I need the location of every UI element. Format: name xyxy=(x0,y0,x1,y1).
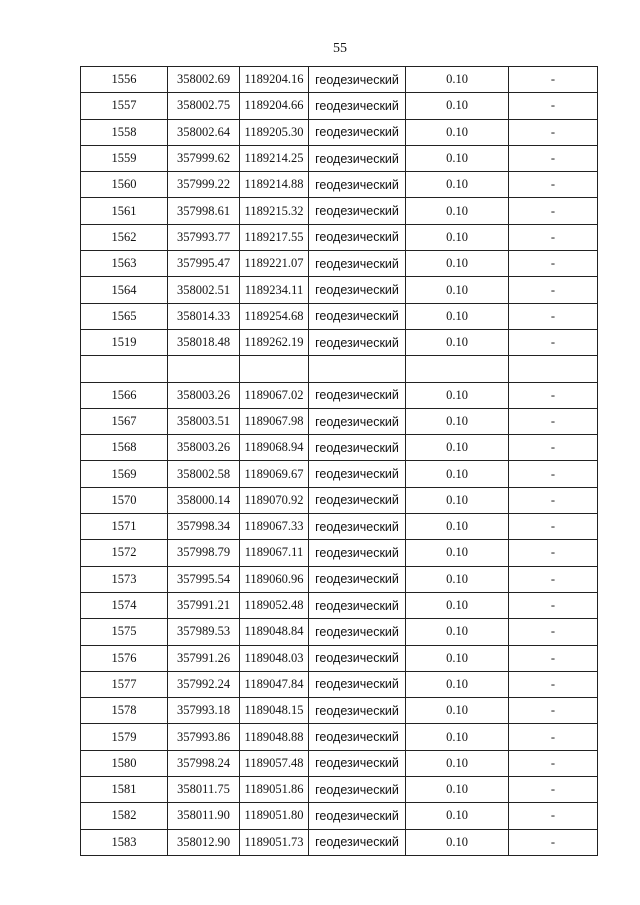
accuracy-cell xyxy=(406,356,509,382)
description-cell: - xyxy=(509,750,598,776)
method-cell: геодезический xyxy=(309,303,406,329)
x-coordinate-cell: 357993.77 xyxy=(168,224,240,250)
method-cell: геодезический xyxy=(309,803,406,829)
table-row xyxy=(81,303,598,329)
y-coordinate-cell: 1189067.11 xyxy=(240,540,309,566)
method-cell: геодезический xyxy=(309,487,406,513)
description-cell xyxy=(509,356,598,382)
method-cell xyxy=(309,356,406,382)
accuracy-cell: 0.10 xyxy=(406,435,509,461)
point-number-cell: 1556 xyxy=(81,67,168,93)
point-number-cell: 1574 xyxy=(81,592,168,618)
description-cell: - xyxy=(509,724,598,750)
point-number-cell: 1568 xyxy=(81,435,168,461)
y-coordinate-cell: 1189051.86 xyxy=(240,777,309,803)
point-number-cell: 1558 xyxy=(81,119,168,145)
description-cell: - xyxy=(509,93,598,119)
table-row xyxy=(81,671,598,697)
table-row xyxy=(81,382,598,408)
accuracy-cell: 0.10 xyxy=(406,93,509,119)
point-number-cell: 1576 xyxy=(81,645,168,671)
description-cell: - xyxy=(509,119,598,145)
y-coordinate-cell: 1189070.92 xyxy=(240,487,309,513)
point-number-cell: 1519 xyxy=(81,329,168,355)
accuracy-cell: 0.10 xyxy=(406,777,509,803)
y-coordinate-cell: 1189068.94 xyxy=(240,435,309,461)
coordinates-table xyxy=(80,66,598,856)
description-cell: - xyxy=(509,145,598,171)
table-row xyxy=(81,356,598,382)
y-coordinate-cell: 1189205.30 xyxy=(240,119,309,145)
table-row xyxy=(81,461,598,487)
y-coordinate-cell: 1189051.73 xyxy=(240,829,309,855)
x-coordinate-cell: 358000.14 xyxy=(168,487,240,513)
method-cell: геодезический xyxy=(309,119,406,145)
method-cell: геодезический xyxy=(309,329,406,355)
description-cell: - xyxy=(509,777,598,803)
y-coordinate-cell: 1189069.67 xyxy=(240,461,309,487)
y-coordinate-cell: 1189217.55 xyxy=(240,224,309,250)
table-row xyxy=(81,251,598,277)
y-coordinate-cell: 1189052.48 xyxy=(240,592,309,618)
y-coordinate-cell: 1189221.07 xyxy=(240,251,309,277)
accuracy-cell: 0.10 xyxy=(406,671,509,697)
table-row xyxy=(81,619,598,645)
y-coordinate-cell xyxy=(240,356,309,382)
method-cell: геодезический xyxy=(309,198,406,224)
table-row xyxy=(81,514,598,540)
accuracy-cell: 0.10 xyxy=(406,698,509,724)
x-coordinate-cell: 358011.90 xyxy=(168,803,240,829)
x-coordinate-cell: 358018.48 xyxy=(168,329,240,355)
point-number-cell: 1573 xyxy=(81,566,168,592)
method-cell: геодезический xyxy=(309,698,406,724)
y-coordinate-cell: 1189204.66 xyxy=(240,93,309,119)
table-row xyxy=(81,408,598,434)
method-cell: геодезический xyxy=(309,172,406,198)
y-coordinate-cell: 1189048.03 xyxy=(240,645,309,671)
table-row xyxy=(81,566,598,592)
table-row xyxy=(81,198,598,224)
x-coordinate-cell: 357989.53 xyxy=(168,619,240,645)
description-cell: - xyxy=(509,172,598,198)
accuracy-cell: 0.10 xyxy=(406,198,509,224)
description-cell: - xyxy=(509,461,598,487)
description-cell: - xyxy=(509,698,598,724)
table-row xyxy=(81,119,598,145)
x-coordinate-cell: 358002.64 xyxy=(168,119,240,145)
x-coordinate-cell: 358014.33 xyxy=(168,303,240,329)
point-number-cell: 1559 xyxy=(81,145,168,171)
accuracy-cell: 0.10 xyxy=(406,224,509,250)
x-coordinate-cell: 358002.69 xyxy=(168,67,240,93)
point-number-cell: 1560 xyxy=(81,172,168,198)
method-cell: геодезический xyxy=(309,540,406,566)
x-coordinate-cell: 357999.22 xyxy=(168,172,240,198)
accuracy-cell: 0.10 xyxy=(406,303,509,329)
accuracy-cell: 0.10 xyxy=(406,119,509,145)
description-cell: - xyxy=(509,540,598,566)
point-number-cell: 1567 xyxy=(81,408,168,434)
accuracy-cell: 0.10 xyxy=(406,277,509,303)
description-cell: - xyxy=(509,619,598,645)
table-row xyxy=(81,172,598,198)
x-coordinate-cell: 358002.51 xyxy=(168,277,240,303)
point-number-cell: 1580 xyxy=(81,750,168,776)
x-coordinate-cell: 357991.21 xyxy=(168,592,240,618)
point-number-cell: 1581 xyxy=(81,777,168,803)
x-coordinate-cell: 357992.24 xyxy=(168,671,240,697)
point-number-cell: 1563 xyxy=(81,251,168,277)
point-number-cell: 1578 xyxy=(81,698,168,724)
description-cell: - xyxy=(509,382,598,408)
x-coordinate-cell: 357995.54 xyxy=(168,566,240,592)
x-coordinate-cell: 357993.18 xyxy=(168,698,240,724)
accuracy-cell: 0.10 xyxy=(406,803,509,829)
point-number-cell: 1562 xyxy=(81,224,168,250)
y-coordinate-cell: 1189067.33 xyxy=(240,514,309,540)
page-number: 55 xyxy=(333,41,347,56)
method-cell: геодезический xyxy=(309,619,406,645)
table-row xyxy=(81,750,598,776)
y-coordinate-cell: 1189204.16 xyxy=(240,67,309,93)
table-row xyxy=(81,487,598,513)
description-cell: - xyxy=(509,645,598,671)
y-coordinate-cell: 1189047.84 xyxy=(240,671,309,697)
method-cell: геодезический xyxy=(309,566,406,592)
point-number-cell: 1583 xyxy=(81,829,168,855)
table-row xyxy=(81,224,598,250)
x-coordinate-cell: 358012.90 xyxy=(168,829,240,855)
method-cell: геодезический xyxy=(309,777,406,803)
y-coordinate-cell: 1189067.02 xyxy=(240,382,309,408)
description-cell: - xyxy=(509,487,598,513)
y-coordinate-cell: 1189048.84 xyxy=(240,619,309,645)
method-cell: геодезический xyxy=(309,408,406,434)
accuracy-cell: 0.10 xyxy=(406,329,509,355)
description-cell: - xyxy=(509,514,598,540)
point-number-cell: 1569 xyxy=(81,461,168,487)
accuracy-cell: 0.10 xyxy=(406,645,509,671)
description-cell: - xyxy=(509,224,598,250)
x-coordinate-cell xyxy=(168,356,240,382)
x-coordinate-cell: 357998.61 xyxy=(168,198,240,224)
description-cell: - xyxy=(509,829,598,855)
table-row xyxy=(81,277,598,303)
y-coordinate-cell: 1189060.96 xyxy=(240,566,309,592)
method-cell: геодезический xyxy=(309,67,406,93)
description-cell: - xyxy=(509,671,598,697)
accuracy-cell: 0.10 xyxy=(406,172,509,198)
point-number-cell: 1561 xyxy=(81,198,168,224)
table-row xyxy=(81,829,598,855)
table-body xyxy=(81,67,598,856)
accuracy-cell: 0.10 xyxy=(406,461,509,487)
accuracy-cell: 0.10 xyxy=(406,566,509,592)
x-coordinate-cell: 357993.86 xyxy=(168,724,240,750)
accuracy-cell: 0.10 xyxy=(406,724,509,750)
table-row xyxy=(81,592,598,618)
method-cell: геодезический xyxy=(309,750,406,776)
x-coordinate-cell: 358003.26 xyxy=(168,435,240,461)
x-coordinate-cell: 358003.51 xyxy=(168,408,240,434)
method-cell: геодезический xyxy=(309,251,406,277)
accuracy-cell: 0.10 xyxy=(406,251,509,277)
method-cell: геодезический xyxy=(309,514,406,540)
point-number-cell: 1570 xyxy=(81,487,168,513)
method-cell: геодезический xyxy=(309,145,406,171)
accuracy-cell: 0.10 xyxy=(406,382,509,408)
table-row xyxy=(81,724,598,750)
description-cell: - xyxy=(509,566,598,592)
accuracy-cell: 0.10 xyxy=(406,408,509,434)
table-row xyxy=(81,145,598,171)
accuracy-cell: 0.10 xyxy=(406,619,509,645)
accuracy-cell: 0.10 xyxy=(406,750,509,776)
description-cell: - xyxy=(509,277,598,303)
accuracy-cell: 0.10 xyxy=(406,514,509,540)
table-row xyxy=(81,777,598,803)
table-row xyxy=(81,645,598,671)
table-row xyxy=(81,67,598,93)
y-coordinate-cell: 1189067.98 xyxy=(240,408,309,434)
table-row xyxy=(81,540,598,566)
description-cell: - xyxy=(509,251,598,277)
description-cell: - xyxy=(509,408,598,434)
y-coordinate-cell: 1189051.80 xyxy=(240,803,309,829)
y-coordinate-cell: 1189048.88 xyxy=(240,724,309,750)
y-coordinate-cell: 1189048.15 xyxy=(240,698,309,724)
point-number-cell xyxy=(81,356,168,382)
table-row xyxy=(81,435,598,461)
method-cell: геодезический xyxy=(309,592,406,618)
point-number-cell: 1577 xyxy=(81,671,168,697)
description-cell: - xyxy=(509,803,598,829)
table-row xyxy=(81,93,598,119)
y-coordinate-cell: 1189254.68 xyxy=(240,303,309,329)
x-coordinate-cell: 357995.47 xyxy=(168,251,240,277)
x-coordinate-cell: 357991.26 xyxy=(168,645,240,671)
method-cell: геодезический xyxy=(309,224,406,250)
accuracy-cell: 0.10 xyxy=(406,540,509,566)
y-coordinate-cell: 1189215.32 xyxy=(240,198,309,224)
point-number-cell: 1565 xyxy=(81,303,168,329)
method-cell: геодезический xyxy=(309,435,406,461)
point-number-cell: 1571 xyxy=(81,514,168,540)
method-cell: геодезический xyxy=(309,724,406,750)
point-number-cell: 1557 xyxy=(81,93,168,119)
accuracy-cell: 0.10 xyxy=(406,145,509,171)
accuracy-cell: 0.10 xyxy=(406,487,509,513)
method-cell: геодезический xyxy=(309,645,406,671)
description-cell: - xyxy=(509,435,598,461)
point-number-cell: 1575 xyxy=(81,619,168,645)
x-coordinate-cell: 357998.34 xyxy=(168,514,240,540)
accuracy-cell: 0.10 xyxy=(406,592,509,618)
description-cell: - xyxy=(509,303,598,329)
point-number-cell: 1566 xyxy=(81,382,168,408)
x-coordinate-cell: 357998.79 xyxy=(168,540,240,566)
method-cell: геодезический xyxy=(309,93,406,119)
accuracy-cell: 0.10 xyxy=(406,829,509,855)
x-coordinate-cell: 357998.24 xyxy=(168,750,240,776)
method-cell: геодезический xyxy=(309,277,406,303)
method-cell: геодезический xyxy=(309,829,406,855)
description-cell: - xyxy=(509,198,598,224)
description-cell: - xyxy=(509,329,598,355)
x-coordinate-cell: 358011.75 xyxy=(168,777,240,803)
y-coordinate-cell: 1189057.48 xyxy=(240,750,309,776)
x-coordinate-cell: 358002.75 xyxy=(168,93,240,119)
description-cell: - xyxy=(509,592,598,618)
point-number-cell: 1572 xyxy=(81,540,168,566)
point-number-cell: 1564 xyxy=(81,277,168,303)
table-row xyxy=(81,698,598,724)
method-cell: геодезический xyxy=(309,461,406,487)
x-coordinate-cell: 357999.62 xyxy=(168,145,240,171)
y-coordinate-cell: 1189214.25 xyxy=(240,145,309,171)
y-coordinate-cell: 1189214.88 xyxy=(240,172,309,198)
table-row xyxy=(81,329,598,355)
accuracy-cell: 0.10 xyxy=(406,67,509,93)
method-cell: геодезический xyxy=(309,671,406,697)
x-coordinate-cell: 358003.26 xyxy=(168,382,240,408)
method-cell: геодезический xyxy=(309,382,406,408)
y-coordinate-cell: 1189262.19 xyxy=(240,329,309,355)
point-number-cell: 1582 xyxy=(81,803,168,829)
description-cell: - xyxy=(509,67,598,93)
point-number-cell: 1579 xyxy=(81,724,168,750)
y-coordinate-cell: 1189234.11 xyxy=(240,277,309,303)
table-row xyxy=(81,803,598,829)
x-coordinate-cell: 358002.58 xyxy=(168,461,240,487)
